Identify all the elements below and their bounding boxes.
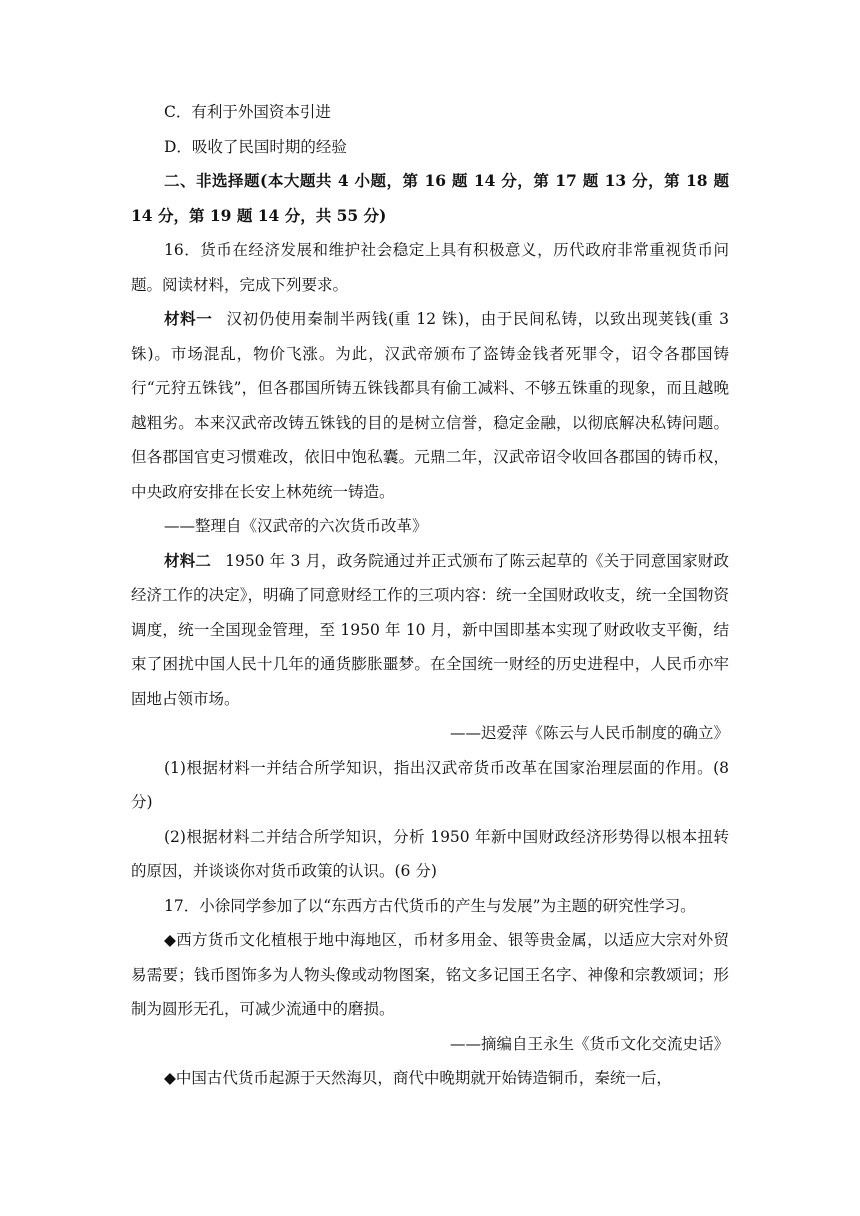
material-two: [131, 544, 729, 717]
question-17-intro: 17．小徐同学参加了以“东西方古代货币的产生与发展”为主题的研究性学习。: [164, 896, 696, 915]
material-one-label: 材料一: [164, 309, 213, 328]
material-two-label: 材料二: [164, 550, 212, 570]
material-two-text: 1950 年 3 月，政务院通过并正式颁布了陈云起草的《关于同意国家财政经济工作的决定》，明确了同意财经工作的三项内容：统一全国财政收支，统一全国物资调度，统一全国现金管理，至 1950 年 10 月，新中国即基本实现了财政收支平衡，结束了困扰中国人民十几年的通货膨胀噩梦。在全国统一财经的历史进程中，人民币亦牢固地占领市场。: [131, 551, 729, 708]
material-one: [131, 302, 729, 509]
question-16-sub-2: (2)根据材料二并结合所学知识，分析 1950 年新中国财政经济形势得以根本扭转的原因，并谈谈你对货币政策的认识。(6 分): [131, 827, 729, 880]
material-one-text: 汉初仍使用秦制半两钱(重 12 铢)，由于民间私铸，以致出现荚钱(重 3 铢)。市场混乱，物价飞涨。为此，汉武帝颁布了盗铸金钱者死罪令，诏令各郡国铸行“元狩五铢钱”，但各郡国所铸五铢钱都具有偷工减料、不够五铢重的现象，而且越晚越粗劣。本来汉武帝改铸五铢钱的目的是树立信誉，稳定金融，以彻底解决私铸问题。但各郡国官吏习惯难改，依旧中饱私囊。元鼎二年，汉武帝诏令收回各郡国的铸币权，中央政府安排在长安上林苑统一铸造。: [131, 310, 729, 501]
question-17-bullet-1: ◆西方货币文化植根于地中海地区，币材多用金、银等贵金属，以适应大宗对外贸易需要；钱币图饰多为人物头像或动物图案，铭文多记国王名字、神像和宗教颂词；形制为圆形无孔，可减少流通中的磨损。: [131, 931, 729, 1018]
material-two-source: ——迟爱萍《陈云与人民币制度的确立》: [449, 724, 729, 742]
option-c: C．有利于外国资本引进: [164, 103, 331, 121]
question-17-bullet-1-source: ——摘编自王永生《货币文化交流史话》: [449, 1034, 729, 1053]
material-one-source: ——整理自《汉武帝的六次货币改革》: [164, 517, 428, 535]
question-16-sub-1: (1)根据材料一并结合所学知识，指出汉武帝货币改革在国家治理层面的作用。(8 分): [131, 758, 729, 811]
question-16-intro: 16．货币在经济发展和维护社会稳定上具有积极意义，历代政府非常重视货币问题。阅读材料，完成下列要求。: [131, 241, 729, 294]
exam-page: [131, 95, 729, 1096]
option-d: D．吸收了民国时期的经验: [164, 137, 347, 156]
question-17-bullet-2: ◆中国古代货币起源于天然海贝，商代中晚期就开始铸造铜币，秦统一后，: [164, 1069, 672, 1087]
section-two-heading: 二、非选择题(本大题共 4 小题，第 16 题 14 分，第 17 题 13 分，第 18 题 14 分，第 19 题 14 分，共 55 分): [131, 171, 729, 225]
